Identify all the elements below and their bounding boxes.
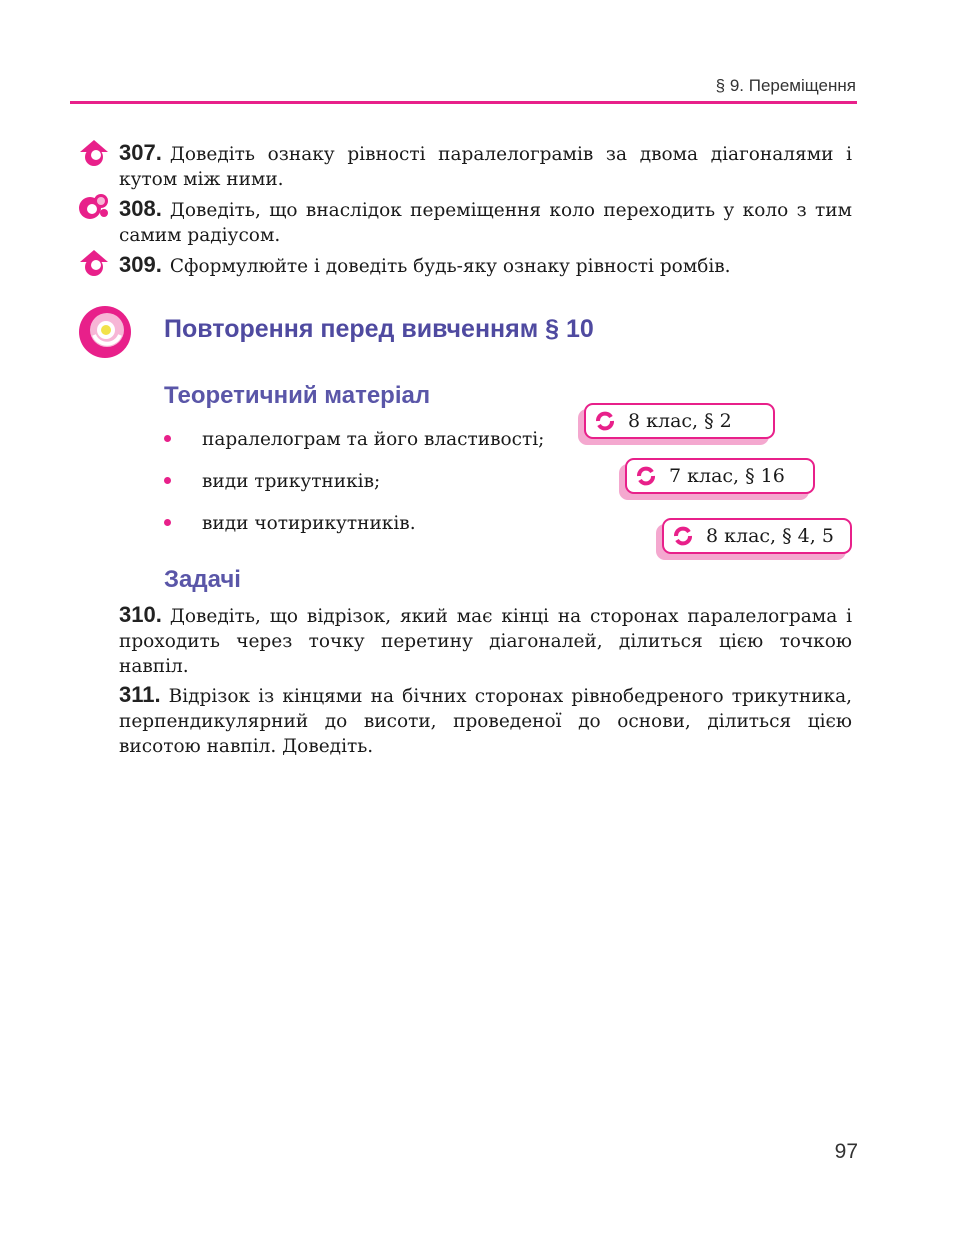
exercise-text: Сформулюйте і доведіть будь-яку ознаку рівності ромбів. bbox=[169, 256, 731, 277]
bullet-dot bbox=[164, 477, 171, 484]
task-number: 311. bbox=[119, 682, 161, 707]
task-310 bbox=[119, 602, 852, 679]
reference-link[interactable] bbox=[584, 403, 775, 439]
reference-link[interactable] bbox=[625, 458, 815, 494]
exercise-309 bbox=[119, 252, 852, 279]
level-up-icon bbox=[78, 248, 110, 278]
task-text: Доведіть, що відрізок, який має кінці на сторонах паралелограма і проходить через точку перетину діагоналей, ділиться цією точкою навпіл. bbox=[119, 606, 852, 677]
refresh-icon bbox=[672, 525, 694, 547]
theory-item bbox=[164, 429, 544, 450]
review-icon bbox=[78, 305, 132, 359]
task-311 bbox=[119, 682, 852, 759]
theory-item-text: паралелограм та його властивості; bbox=[202, 429, 545, 450]
reference-text: 7 клас, § 16 bbox=[669, 465, 785, 487]
refresh-icon bbox=[635, 465, 657, 487]
page-number: 97 bbox=[834, 1140, 858, 1163]
task-number: 310. bbox=[119, 602, 162, 627]
bubbles-icon bbox=[78, 192, 110, 222]
bullet-dot bbox=[164, 519, 171, 526]
reference-box bbox=[625, 458, 815, 494]
exercise-text: Доведіть ознаку рівності паралелограмів за двома діагоналями і кутом між ними. bbox=[119, 144, 852, 190]
exercise-text: Доведіть, що внаслідок переміщення коло переходить у коло з тим самим радіусом. bbox=[119, 200, 852, 246]
bullet-dot bbox=[164, 435, 171, 442]
theory-title: Теоретичний матеріал bbox=[164, 382, 431, 409]
level-up-icon bbox=[78, 138, 110, 168]
reference-link[interactable] bbox=[662, 518, 852, 554]
exercise-307 bbox=[119, 140, 852, 192]
header-divider bbox=[70, 101, 857, 104]
exercise-number: 307. bbox=[119, 140, 162, 165]
theory-item bbox=[164, 513, 416, 534]
reference-box bbox=[662, 518, 852, 554]
exercise-308 bbox=[119, 196, 852, 248]
theory-item bbox=[164, 471, 380, 492]
reference-text: 8 клас, § 4, 5 bbox=[706, 525, 834, 547]
header-title: § 9. Переміщення bbox=[715, 76, 856, 95]
reference-box bbox=[584, 403, 775, 439]
refresh-icon bbox=[594, 410, 616, 432]
review-title: Повторення перед вивченням § 10 bbox=[164, 315, 594, 343]
theory-item-text: види чотирикутників. bbox=[202, 513, 416, 534]
exercise-number: 309. bbox=[119, 252, 162, 277]
tasks-title: Задачі bbox=[164, 566, 241, 593]
task-text: Відрізок із кінцями на бічних сторонах рівнобедреного трикутника, перпендикулярний до висоти, проведеної до основи, ділиться цією висотою навпіл. Доведіть. bbox=[119, 686, 852, 757]
reference-text: 8 клас, § 2 bbox=[628, 410, 732, 432]
exercise-number: 308. bbox=[119, 196, 162, 221]
theory-item-text: види трикутників; bbox=[202, 471, 381, 492]
